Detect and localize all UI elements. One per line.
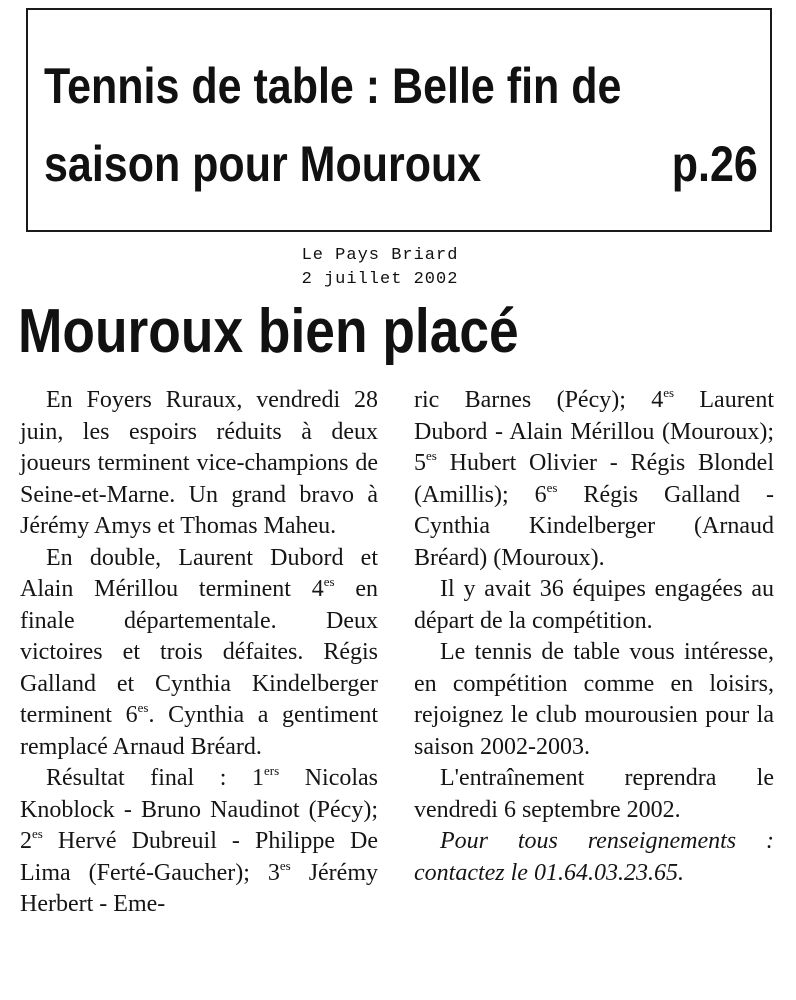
paragraph-3 bbox=[20, 763, 378, 921]
paragraph-3-continued bbox=[414, 385, 774, 574]
paragraph-2 bbox=[20, 543, 378, 764]
headline-line-2 bbox=[44, 136, 758, 192]
ordinal-suffix: es bbox=[137, 700, 149, 715]
article-column-right bbox=[414, 385, 774, 889]
boxed-headline bbox=[26, 8, 772, 232]
ordinal-suffix: es bbox=[32, 826, 43, 841]
headline-line-1: Tennis de table : Belle fin de bbox=[44, 58, 622, 114]
paragraph-3-part-b: Nicolas Knoblock - Bruno Naudinot (Pécy); 2 bbox=[20, 765, 379, 854]
paragraph-7-contact: Pour tous renseignements : contactez le 01.64.03.23.65. bbox=[414, 828, 774, 886]
paragraph-3-part-d: Jérémy Herbert - Eme- bbox=[20, 859, 378, 917]
paragraph-3-part-e: ric Barnes (Pécy); 4 bbox=[414, 387, 664, 413]
ordinal-suffix: es bbox=[663, 385, 675, 400]
paragraph-6: L'entraînement reprendra le vendredi 6 septembre 2002. bbox=[414, 765, 774, 823]
paragraph-3-part-h: Régis Galland - Cynthia Kindelberger (Arnaud Bréard) (Mouroux). bbox=[414, 481, 774, 571]
paragraph-5: Le tennis de table vous intéresse, en compétition comme en loisirs, rejoignez le club mourousien pour la saison 2002-2003. bbox=[414, 639, 774, 760]
source-publication: Le Pays Briard bbox=[301, 246, 459, 265]
page-reference: p.26 bbox=[671, 136, 758, 192]
paragraph-2-part-a: En double, Laurent Dubord et Alain Mérillou terminent 4 bbox=[20, 544, 378, 602]
ordinal-suffix: es bbox=[426, 448, 437, 463]
ordinal-suffix: ers bbox=[263, 763, 280, 778]
paragraph-4: Il y avait 36 équipes engagées au départ de la compétition. bbox=[414, 576, 774, 634]
article-column-left bbox=[20, 385, 378, 921]
ordinal-suffix: es bbox=[279, 857, 291, 873]
ordinal-suffix: es bbox=[323, 574, 335, 589]
paragraph-2-part-b: en finale départementale. Deux victoires et trois défaites. Régis Galland et Cynthia Kindelberger terminent 6 bbox=[20, 576, 379, 728]
paragraph-3-part-c: Hervé Dubreuil - Philippe De Lima (Ferté-Gaucher); 3 bbox=[20, 828, 378, 886]
paragraph-1: En Foyers Ruraux, vendredi 28 juin, les espoirs réduits à deux joueurs terminent vice-champions de Seine-et-Marne. Un grand bravo à Jérémy Amys et Thomas Maheu. bbox=[20, 387, 378, 539]
paragraph-3-part-g: Hubert Olivier - Régis Blondel (Amillis); 6 bbox=[414, 450, 774, 508]
headline-line-2-text: saison pour Mouroux bbox=[44, 136, 482, 192]
ordinal-suffix: es bbox=[546, 479, 558, 495]
source-date: 2 juillet 2002 bbox=[301, 270, 459, 289]
paragraph-2-part-c: . Cynthia a gentiment remplacé Arnaud Bréard. bbox=[20, 702, 378, 760]
paragraph-3-part-f: Laurent Dubord - Alain Mérillou (Mouroux); 5 bbox=[414, 387, 775, 476]
paragraph-3-part-a: Résultat final : 1 bbox=[46, 765, 264, 791]
article-title: Mouroux bien placé bbox=[18, 297, 519, 366]
